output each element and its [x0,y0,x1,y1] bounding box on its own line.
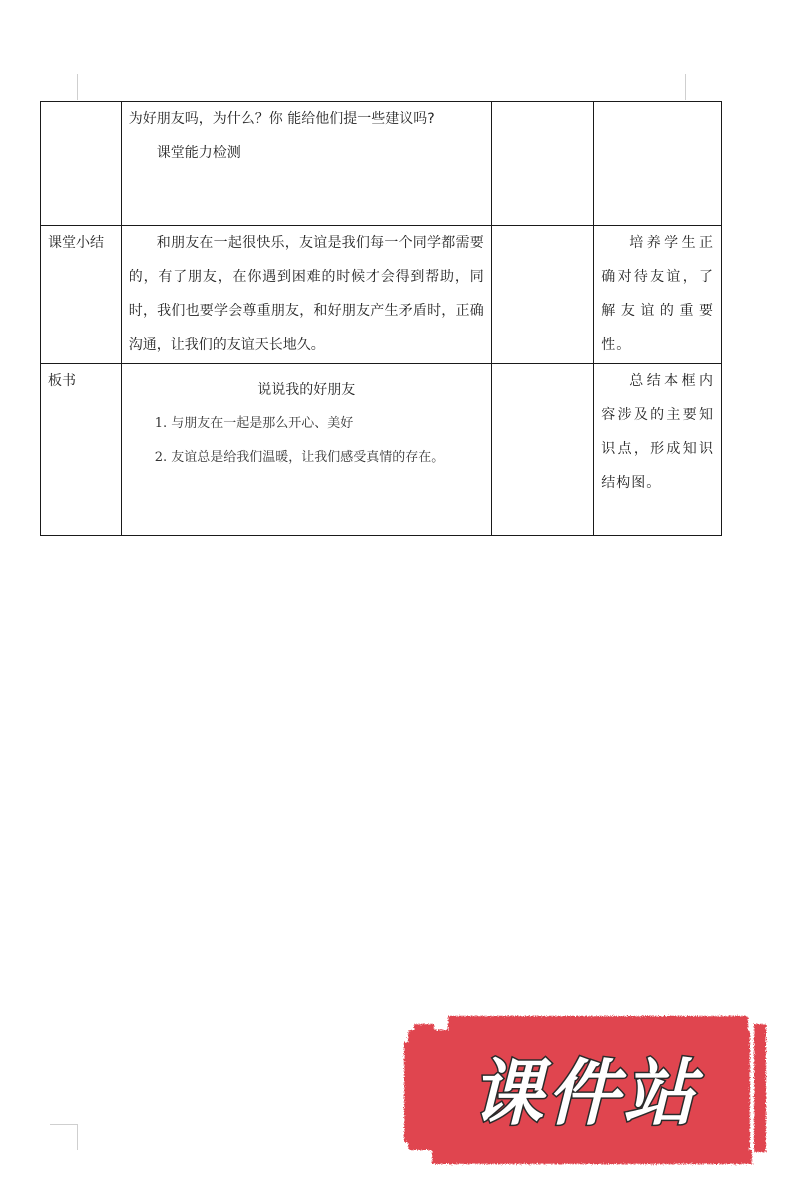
row-label-board: 板书 [41,364,122,536]
empty-cell [491,102,594,226]
crop-mark-bottom-left-v [77,1124,78,1150]
svg-text:课件站: 课件站 [470,1051,700,1135]
row-label-summary: 课堂小结 [41,226,122,364]
board-content-cell [121,364,491,536]
section-heading: 课堂能力检测 [156,145,241,161]
crop-mark-bottom-left-h [50,1124,77,1125]
empty-cell [491,226,594,364]
board-item-2: 2. 友谊总是给我们温暖，让我们感受真情的存在。 [154,450,445,465]
note-cell [594,102,722,226]
board-item-1: 1. 与朋友在一起是那么开心、美好 [154,416,354,431]
watermark-logo [402,1014,768,1168]
summary-content-cell [121,226,491,364]
table-row-summary [41,226,722,364]
note-cell [594,226,722,364]
summary-text: 和朋友在一起很快乐，友谊是我们每一个同学都需要的，有了朋友，在你遇到困难的时候才会得到帮助，同时，我们也要学会尊重朋友，和好朋友产生矛盾时，正确沟通，让我们的友谊天长地久。 [128,235,484,353]
note-cell [594,364,722,536]
summary-note: 培养学生正确对待友谊，了解友谊的重要性。 [601,235,714,353]
watermark-stamp-icon [402,1014,768,1168]
question-text: 为好朋友吗，为什么？你 能给他们提一些建议吗? [128,111,435,127]
table-row-board [41,364,722,536]
empty-cell [491,364,594,536]
row-label-cell [41,102,122,226]
content-cell [121,102,491,226]
table-row-ability-check [41,102,722,226]
lesson-plan-table [40,101,722,536]
crop-mark-top-right [685,74,686,100]
board-title: 说说我的好朋友 [257,382,356,398]
board-note: 总结本框内容涉及的主要知识点，形成知识结构图。 [601,373,714,491]
crop-mark-top-left [77,74,78,100]
